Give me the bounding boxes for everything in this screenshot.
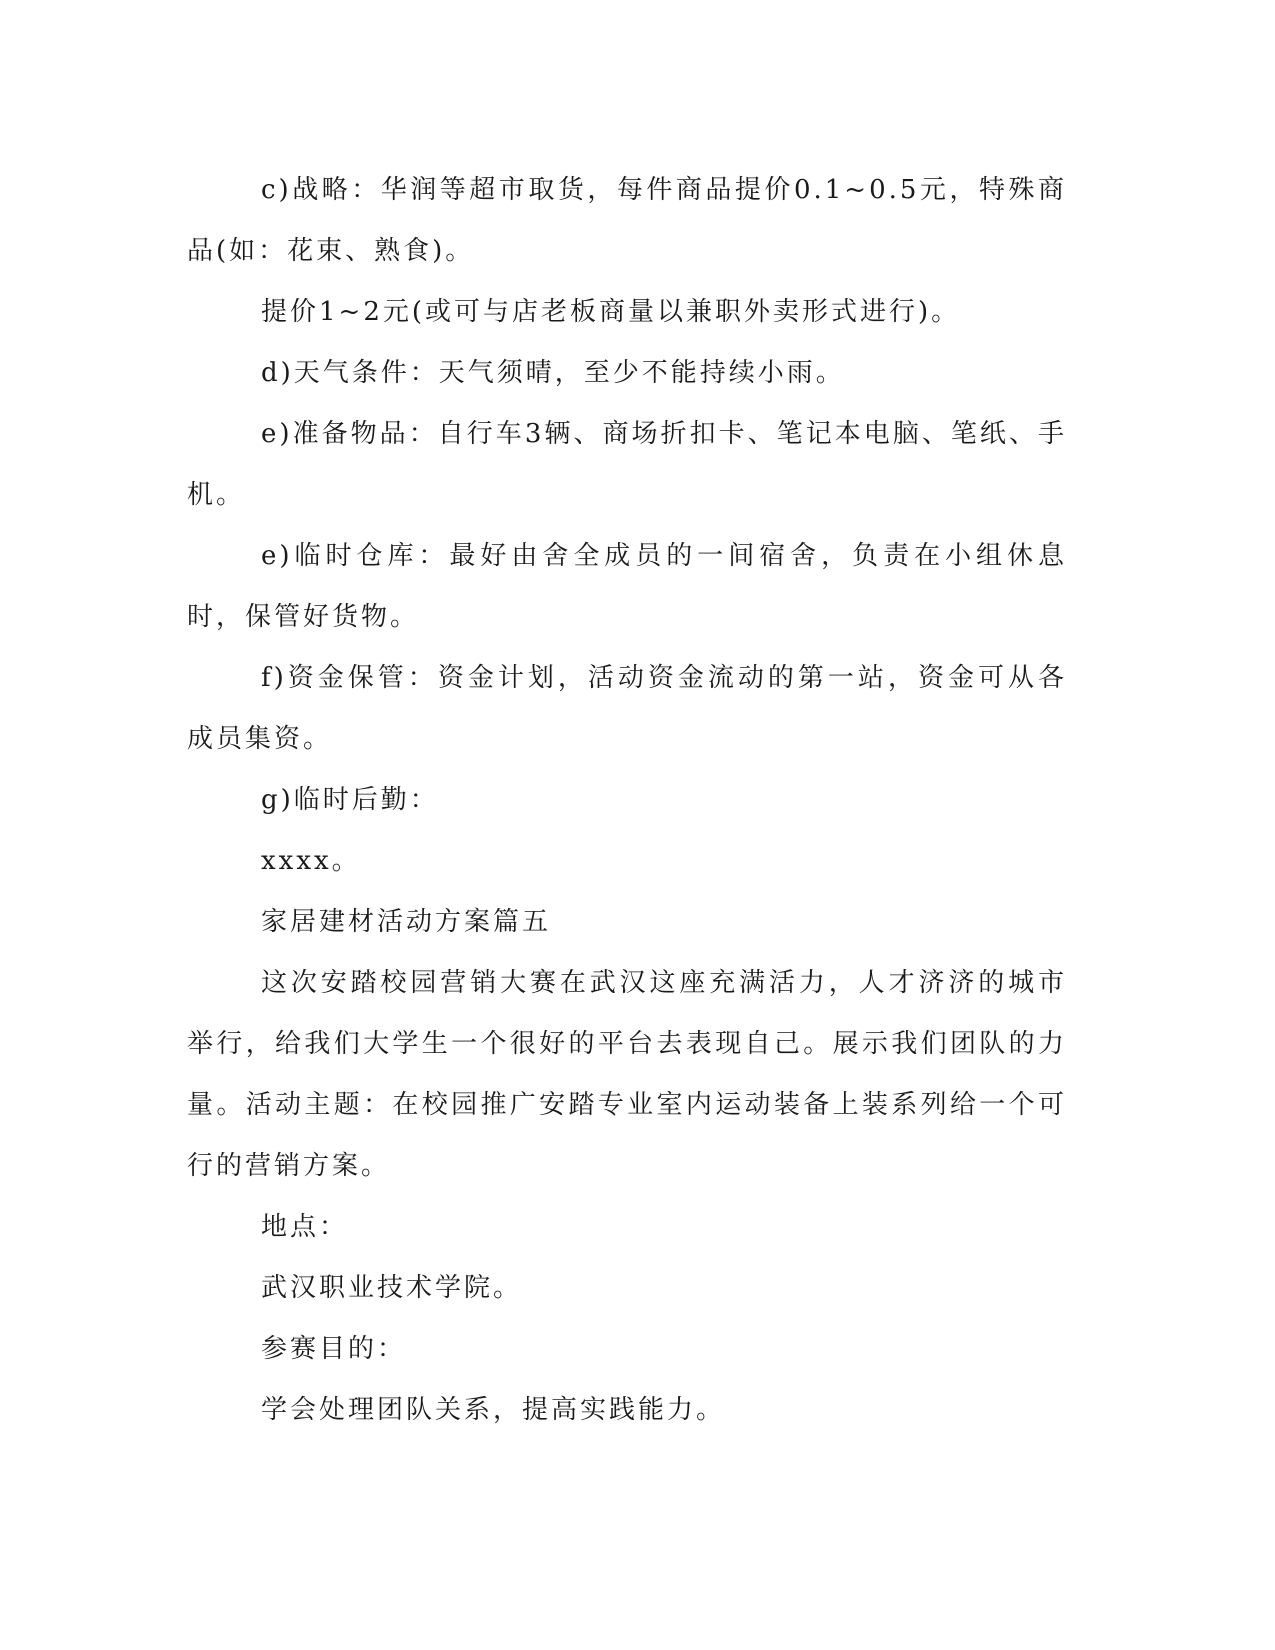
paragraph-placeholder: xxxx。 bbox=[261, 846, 361, 876]
paragraph-location-label: 地点： bbox=[261, 1212, 349, 1242]
paragraph-warehouse: e)临时仓库：最好由舍全成员的一间宿舍，负责在小组休息时，保管好货物。 bbox=[187, 541, 1067, 632]
paragraph-intro: 这次安踏校园营销大赛在武汉这座充满活力，人才济济的城市举行，给我们大学生一个很好的平台去表现自己。展示我们团队的力量。活动主题：在校园推广安踏专业室内运动装备上装系列给一个可行的营销方案。 bbox=[187, 968, 1067, 1181]
paragraph-purpose-value: 学会处理团队关系，提高实践能力。 bbox=[261, 1395, 726, 1425]
paragraph-weather: d)天气条件：天气须晴，至少不能持续小雨。 bbox=[261, 358, 845, 388]
document-body bbox=[187, 160, 1067, 1441]
paragraph-location-value: 武汉职业技术学院。 bbox=[261, 1273, 523, 1303]
paragraph-strategy: c)战略：华润等超市取货，每件商品提价0.1~0.5元，特殊商品(如：花束、熟食)。 bbox=[187, 175, 1067, 266]
paragraph-price-increase: 提价1~2元(或可与店老板商量以兼职外卖形式进行)。 bbox=[261, 297, 961, 327]
paragraph-supplies: e)准备物品：自行车3辆、商场折扣卡、笔记本电脑、笔纸、手机。 bbox=[187, 419, 1067, 510]
paragraph-purpose-label: 参赛目的： bbox=[261, 1334, 407, 1364]
section-heading: 家居建材活动方案篇五 bbox=[261, 907, 552, 937]
paragraph-funds: f)资金保管：资金计划，活动资金流动的第一站，资金可从各成员集资。 bbox=[187, 663, 1067, 754]
paragraph-logistics: g)临时后勤： bbox=[261, 785, 439, 815]
